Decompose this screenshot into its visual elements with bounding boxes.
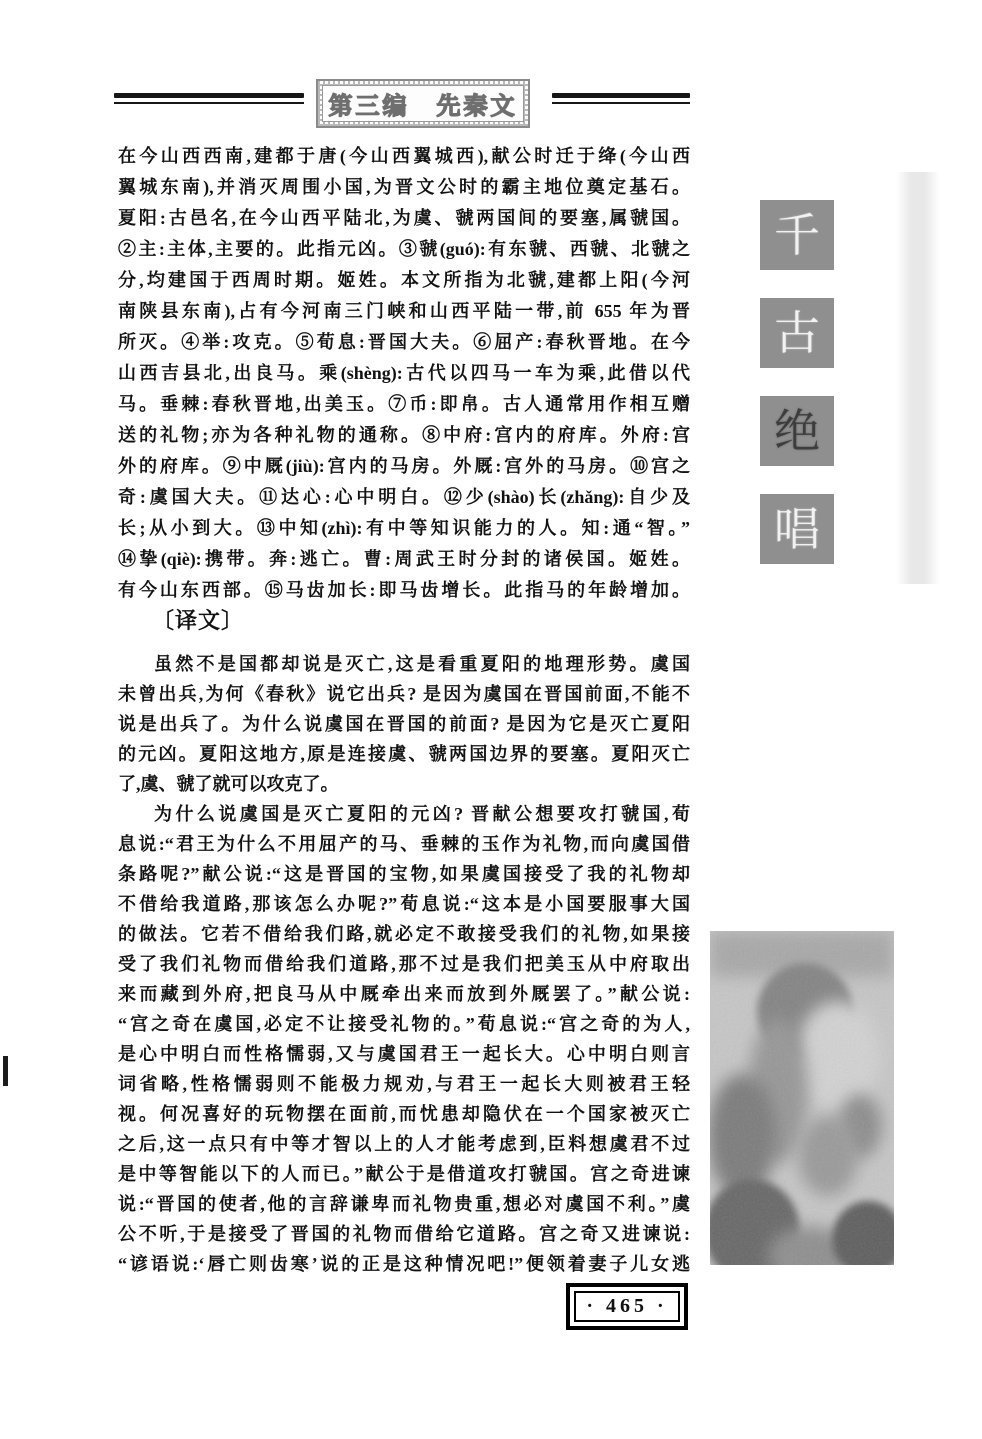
landscape-painting (710, 931, 894, 1265)
translation-line: 为什么说虞国是灭亡夏阳的元凶? 晋献公想要攻打虢国,荀 (154, 804, 690, 824)
translation-line: 视。何况喜好的玩物摆在面前,而忧患却隐伏在一个国家被灭亡 (118, 1104, 690, 1124)
translation-line: 词省略,性格懦弱则不能极力规劝,与君王一起长大则被君王轻 (118, 1074, 690, 1094)
annotation-text-block (118, 141, 690, 606)
translation-line: 的元凶。夏阳这地方,原是连接虞、虢两国边界的要塞。夏阳灭亡 (118, 744, 690, 764)
ornament-border (316, 79, 530, 128)
annotation-line: ②主:主体,主要的。此指元凶。③虢(guó):有东虢、西虢、北虢之 (118, 239, 690, 259)
motto-char: 绝 (760, 396, 834, 466)
scan-shade-band (896, 172, 940, 584)
section-title: 第三编 先秦文 (328, 94, 518, 120)
translation-line: 不借给我道路,那该怎么办呢?”荀息说:“这本是小国要服事大国 (118, 894, 690, 914)
header-rule-left (114, 93, 304, 104)
annotation-line: 有今山东西部。⑮马齿加长:即马齿增长。此指马的年龄增加。 (118, 580, 690, 600)
annotation-line: 山西吉县北,出良马。乘(shèng):古代以四马一车为乘,此借以代 (118, 363, 690, 383)
header-rule-right (552, 93, 690, 104)
translation-paragraph (118, 649, 690, 799)
landscape-painting-image (710, 931, 894, 1265)
translation-line: 公不听,于是接受了晋国的礼物而借给它道路。宫之奇又进谏说: (118, 1224, 690, 1244)
translation-line: 说是出兵了。为什么说虞国在晋国的前面? 是因为它是灭亡夏阳 (118, 714, 690, 734)
scan-edge-mark (3, 1056, 8, 1086)
translation-line: 虽然不是国都却说是灭亡,这是看重夏阳的地理形势。虞国 (154, 654, 690, 674)
annotation-line: 所灭。④举:攻克。⑤荀息:晋国大夫。⑥屈产:春秋晋地。在今 (118, 332, 690, 352)
annotation-line: ⑭挚(qiè):携带。奔:逃亡。曹:周武王时分封的诸侯国。姬姓。 (118, 549, 690, 569)
translation-line: “宫之奇在虞国,必定不让接受礼物的。”荀息说:“宫之奇的为人, (118, 1014, 690, 1034)
motto-char: 唱 (760, 494, 834, 564)
translation-line: 息说:“君王为什么不用屈产的马、垂棘的玉作为礼物,而向虞国借 (118, 834, 690, 854)
translation-line: 来而藏到外府,把良马从中厩牵出来而放到外厩罢了。”献公说: (118, 984, 690, 1004)
annotation-line: 外的府库。⑨中厩(jiù):宫内的马房。外厩:宫外的马房。⑩宫之 (118, 456, 690, 476)
annotation-line: 夏阳:古邑名,在今山西平陆北,为虞、虢两国间的要塞,属虢国。 (118, 208, 690, 228)
annotation-line: 翼城东南),并消灭周围小国,为晋文公时的霸主地位奠定基石。 (118, 177, 690, 197)
annotation-line: 送的礼物;亦为各种礼物的通称。⑧中府:宫内的府库。外府:宫 (118, 425, 690, 445)
page-number: · 465 · (574, 1291, 680, 1322)
translation-line: 的做法。它若不借给我们路,就必定不敢接受我们的礼物,如果接 (118, 924, 690, 944)
translation-heading: 〔译文〕 (152, 608, 245, 633)
translation-line: 未曾出兵,为何《春秋》说它出兵? 是因为虞国在晋国前面,不能不 (118, 684, 690, 704)
translation-text-block (118, 649, 690, 1279)
translation-line: 了,虞、虢了就可以攻克了。 (118, 774, 339, 794)
translation-line: 说:“晋国的使者,他的言辞谦卑而礼物贵重,想必对虞国不利。”虞 (118, 1194, 690, 1214)
translation-paragraph (118, 799, 690, 1279)
sidebar-motto (760, 200, 834, 592)
translation-line: “谚语说:‘唇亡则齿寒’说的正是这种情况吧!”便领着妻子儿女逃 (118, 1254, 690, 1274)
annotation-line: 在今山西西南,建都于唐(今山西翼城西),献公时迁于绛(今山西 (118, 146, 690, 166)
page-number-box (566, 1283, 688, 1330)
annotation-line: 奇:虞国大夫。⑪达心:心中明白。⑫少(shào)长(zhǎng):自少及 (118, 487, 690, 507)
translation-line: 是心中明白而性格懦弱,又与虞国君王一起长大。心中明白则言 (118, 1044, 690, 1064)
motto-char: 古 (760, 298, 834, 368)
translation-line: 之后,这一点只有中等才智以上的人才能考虑到,臣料想虞君不过 (118, 1134, 690, 1154)
motto-char: 千 (760, 200, 834, 270)
ornament-inner (322, 85, 524, 122)
translation-line: 条路呢?”献公说:“这是晋国的宝物,如果虞国接受了我的礼物却 (118, 864, 690, 884)
annotation-line: 长;从小到大。⑬中知(zhì):有中等知识能力的人。知:通“智。” (118, 518, 690, 538)
translation-line: 是中等智能以下的人而已。”献公于是借道攻打虢国。宫之奇进谏 (118, 1164, 690, 1184)
translation-line: 受了我们礼物而借给我们道路,那不过是我们把美玉从中府取出 (118, 954, 690, 974)
annotation-line: 马。垂棘:春秋晋地,出美玉。⑦币:即帛。古人通常用作相互赠 (118, 394, 690, 414)
annotation-line: 分,均建国于西周时期。姬姓。本文所指为北虢,建都上阳(今河 (118, 270, 690, 290)
annotation-line: 南陕县东南),占有今河南三门峡和山西平陆一带,前 655 年为晋 (118, 301, 690, 321)
